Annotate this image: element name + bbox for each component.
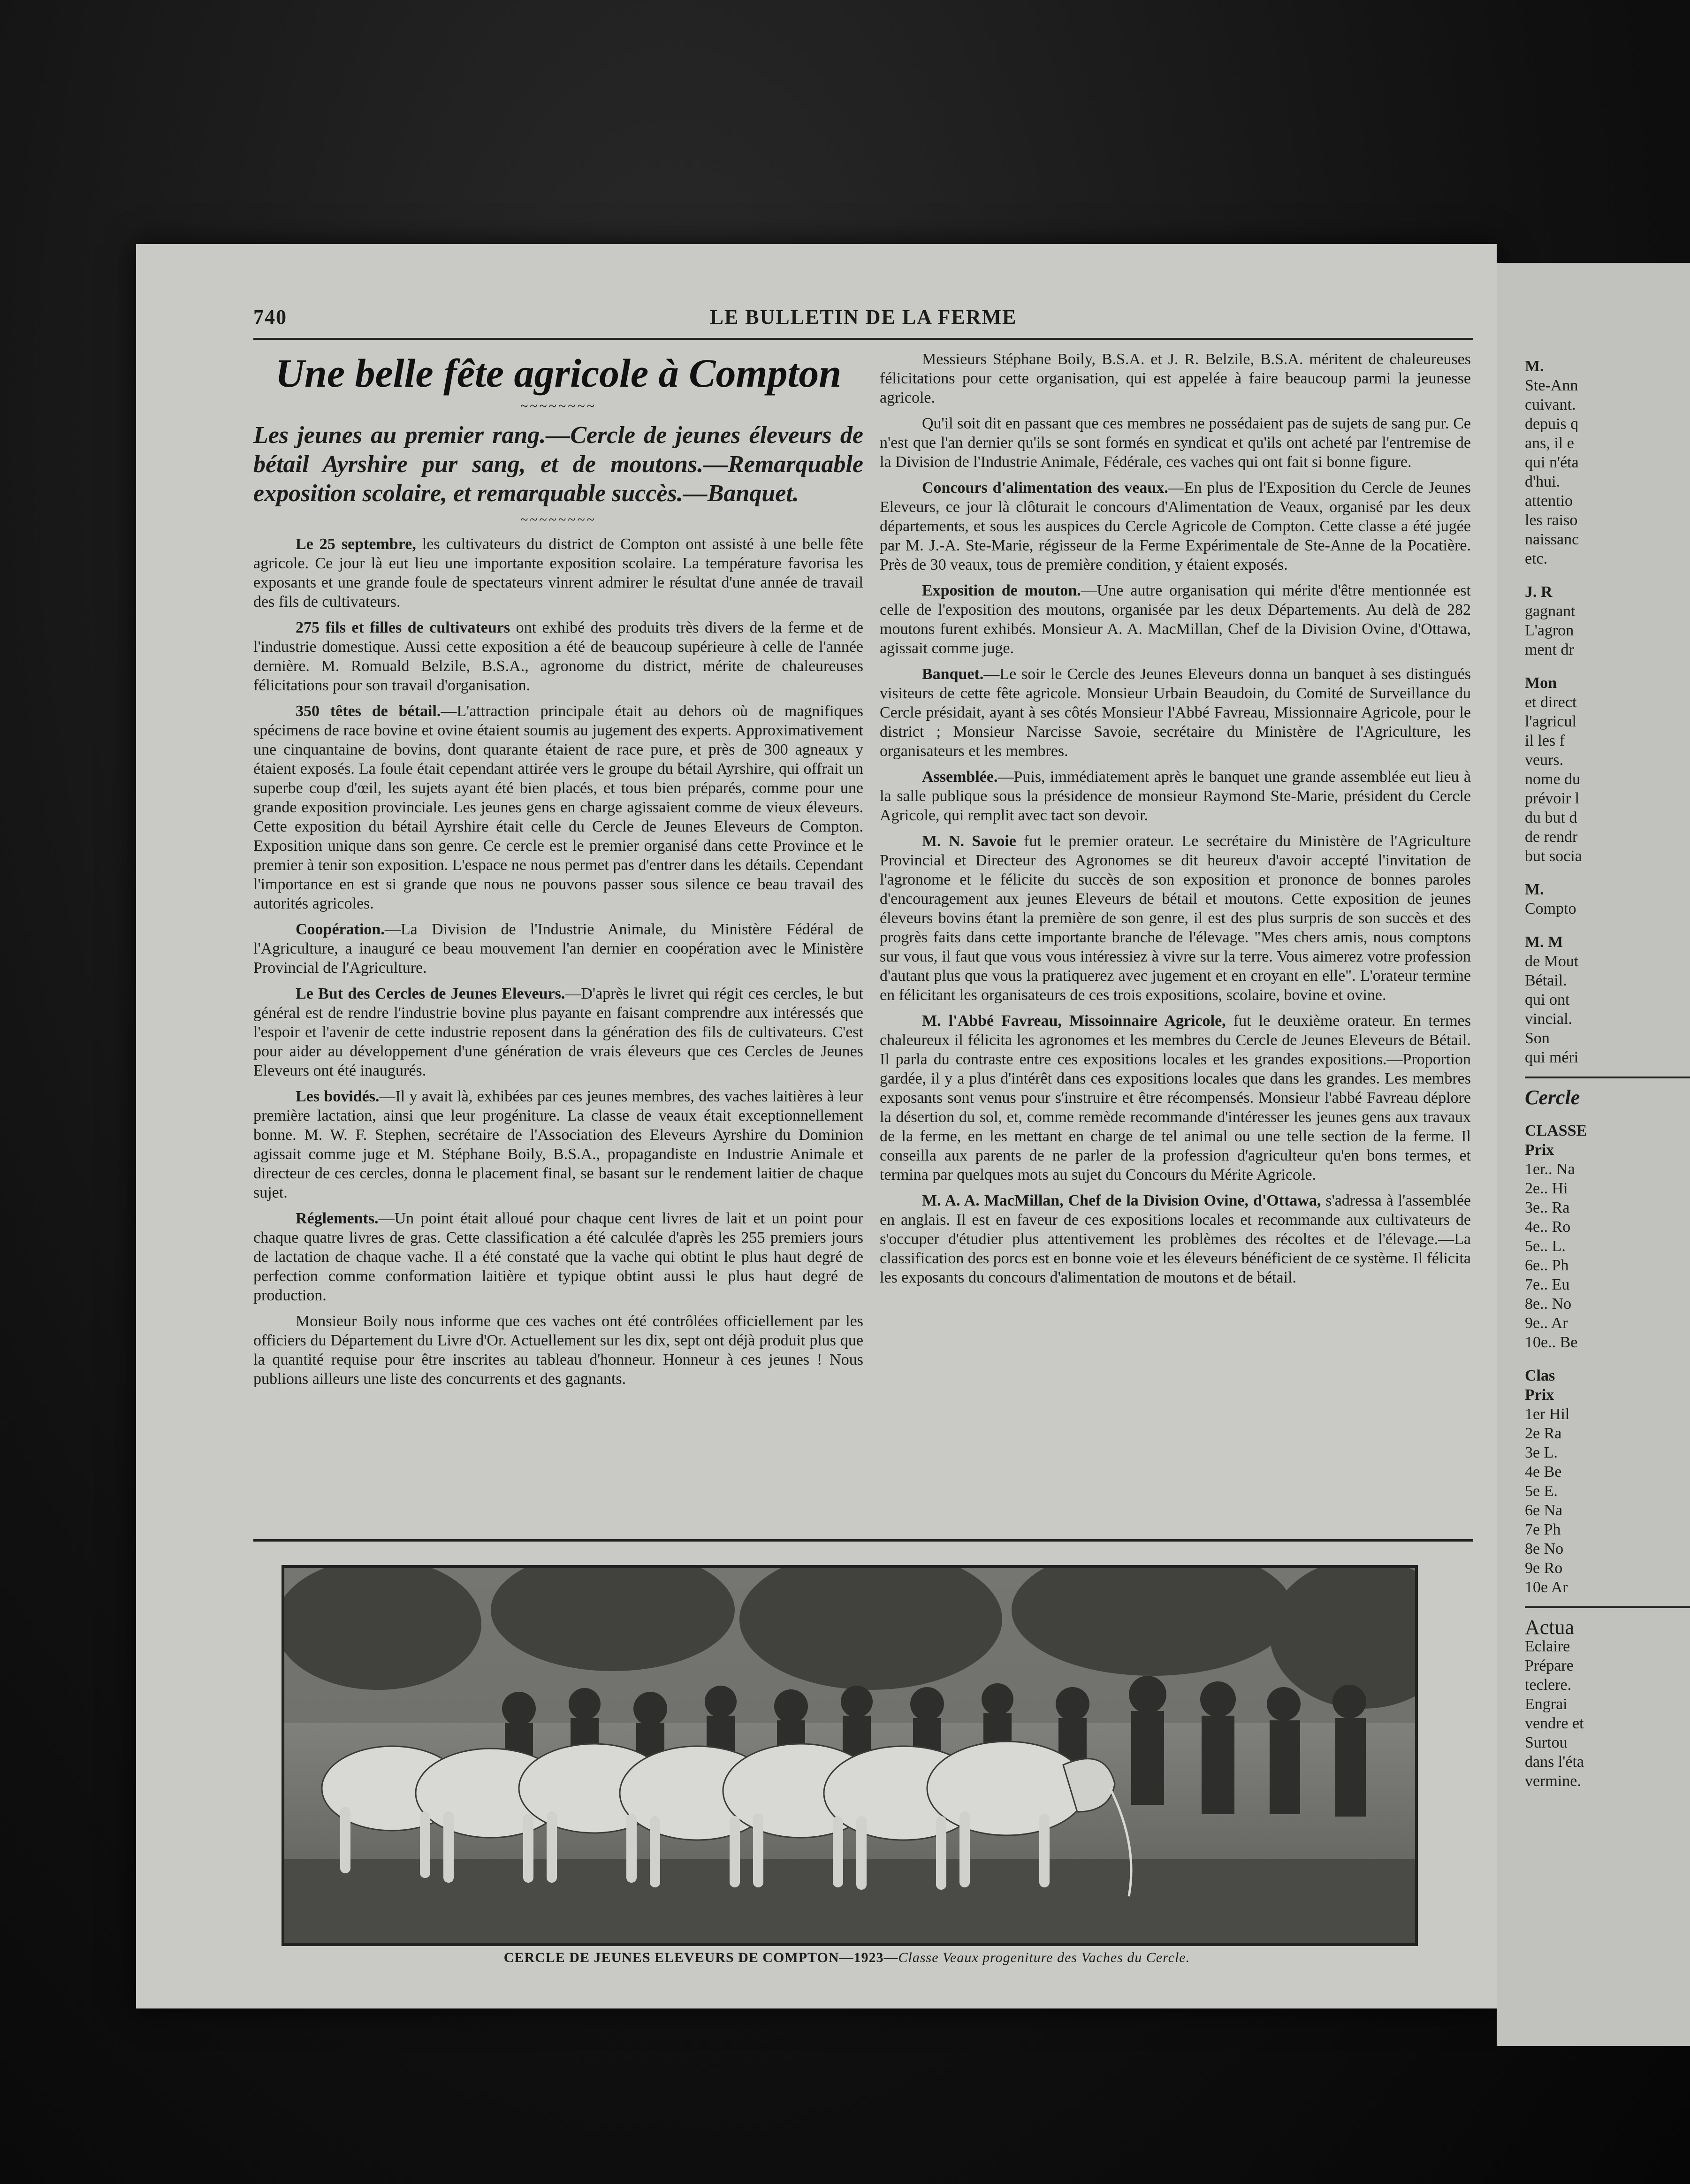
adjacent-line: 10e Ar — [1525, 1579, 1568, 1596]
article-paragraph — [880, 414, 1471, 472]
adjacent-actua-lines — [1525, 1637, 1690, 1791]
adjacent-line: ment dr — [1525, 641, 1574, 658]
adjacent-line: il les f — [1525, 732, 1565, 749]
article-paragraph — [880, 1011, 1471, 1184]
adjacent-line: 9e Ro — [1525, 1559, 1563, 1577]
adjacent-line: depuis q — [1525, 415, 1579, 433]
adjacent-line: etc. — [1525, 550, 1548, 567]
adjacent-line: 6e.. Ph — [1525, 1257, 1569, 1274]
adjacent-line: qui n'éta — [1525, 454, 1579, 471]
adjacent-line: naissanc — [1525, 531, 1579, 548]
article-paragraph — [880, 1191, 1471, 1287]
newspaper-page — [136, 244, 1497, 2008]
paragraph-lead: Assemblée. — [922, 768, 998, 786]
article-paragraph — [880, 350, 1471, 407]
adjacent-line: teclere. — [1525, 1676, 1572, 1694]
adjacent-lines-block-2 — [1525, 582, 1690, 659]
article-paragraph — [253, 1087, 863, 1202]
paragraph-text: —Il y avait là, exhibées par ces jeunes membres, des vaches laitières à leur première lactation, ainsi que leur progéniture. La classe de veaux était exceptionnellement bonne. M. W. F. Stephen, secrétaire de l'Association des Eleveurs Ayrshire du Dominion agissait comme juge et M. Stéphane Boily, B.S.A., propagandiste en Industrie Animale et directeur de ces cercles, donna le placement final, se basant sur le rendement laitier de chaque sujet. — [253, 1088, 863, 1201]
adjacent-line: Engrai — [1525, 1695, 1568, 1713]
adjacent-page-edge — [1497, 263, 1690, 2046]
paragraph-text: —Un point était alloué pour chaque cent livres de lait et un point pour chaque quatre livres de gras. Cette classification a été calculée d'après les 255 premiers jours de lactation de chaque vache. Il a été constaté que la vache qui obtint le plus haut degré de perfection comme conformation laitière et typique obtint aussi le plus haut degré de production. — [253, 1210, 863, 1304]
adjacent-line: 1er.. Na — [1525, 1161, 1575, 1178]
header-rule — [253, 338, 1473, 340]
photo-caption-detail: Classe Veaux progeniture des Vaches du Cercle. — [898, 1950, 1190, 1965]
column-middle — [880, 350, 1471, 1294]
adjacent-line: Ste-Ann — [1525, 377, 1578, 394]
adjacent-classe-label: CLASSE — [1525, 1122, 1587, 1139]
paragraph-lead: M. N. Savoie — [922, 832, 1016, 850]
adjacent-line: Son — [1525, 1030, 1550, 1047]
column-left — [253, 350, 863, 1395]
adjacent-line: 2e.. Hi — [1525, 1180, 1568, 1197]
adjacent-line: 3e L. — [1525, 1444, 1558, 1461]
running-title: LE BULLETIN DE LA FERME — [709, 305, 1017, 328]
adjacent-line: Bétail. — [1525, 972, 1567, 989]
adjacent-line: 8e No — [1525, 1540, 1564, 1558]
article-paragraph — [253, 535, 863, 611]
title-ornament: ~~~~~~~~ — [520, 398, 596, 414]
adjacent-prix-label: Prix — [1525, 1141, 1554, 1159]
paragraph-lead: M. l'Abbé Favreau, Missoinnaire Agricole, — [922, 1012, 1226, 1030]
article-paragraph — [253, 920, 863, 977]
paragraph-lead: Banquet. — [922, 665, 984, 683]
adjacent-line: vermine. — [1525, 1772, 1581, 1790]
adjacent-line: qui méri — [1525, 1049, 1579, 1066]
left-paragraphs — [253, 535, 863, 1389]
middle-paragraphs — [880, 350, 1471, 1287]
adjacent-lines-block-1 — [1525, 357, 1690, 568]
article-paragraph — [253, 984, 863, 1080]
adjacent-line: et direct — [1525, 694, 1577, 711]
adjacent-line: 4e Be — [1525, 1463, 1562, 1481]
adjacent-line: M. M — [1525, 933, 1563, 951]
adjacent-line: Eclaire — [1525, 1638, 1570, 1655]
adjacent-lines-block-4 — [1525, 880, 1690, 918]
article-paragraph — [253, 1209, 863, 1305]
paragraph-lead: 350 têtes de bétail. — [296, 703, 441, 720]
paragraph-text: fut le premier orateur. Le secrétaire du Ministère de l'Agriculture Provincial et Directeur des Agronomes se dit heureux d'avoir accepté l'invitation de l'agronome et le félicite du succès de son exposition et prononce de bonnes paroles d'encouragement aux jeunes Eleveurs de bétail et moutons. Cette exposition de jeunes éleveurs bovins étant la première de son genre, il est des plus surpris de son succès et des progrès faits dans cette importante branche de l'élevage. "Mes chers amis, nous comptons sur vous, il faut que vous vous intéressiez à vivre sur la terre. Vous aimerez votre profession d'autant plus que vous la pratiquerez avec jugement et en croyant en elle". L'orateur termine en félicitant les organisateurs de ces trois expositions, scolaire, bovine et ovine. — [880, 832, 1471, 1004]
adjacent-prize-list-1 — [1525, 1160, 1690, 1352]
article-title: Une belle fête agricole à Compton — [275, 351, 842, 396]
adjacent-line: dans l'éta — [1525, 1753, 1584, 1771]
article-paragraph — [253, 1312, 863, 1389]
adjacent-actua-title: Actua — [1525, 1618, 1575, 1637]
article-paragraph — [253, 702, 863, 913]
paragraph-text: —Puis, immédiatement après le banquet une grande assemblée eut lieu à la salle publique sous la présidence de monsieur Raymond Ste-Marie, président du Cercle Agricole, qui remplit avec tact son devoir. — [880, 768, 1471, 824]
paragraph-text: ont exhibé des produits très divers de la ferme et de l'industrie domestique. Aussi cette exposition a été de beaucoup supérieure à celle de l'année dernière. M. Romuald Belzile, B.S.A., agronome du district, mérite de chaleureuses félicitations pour son travail d'organisation. — [253, 619, 863, 694]
article-paragraph — [880, 664, 1471, 761]
adjacent-line: L'agron — [1525, 622, 1574, 639]
adjacent-line: 5e.. L. — [1525, 1237, 1566, 1255]
adjacent-line: Prépare — [1525, 1657, 1574, 1674]
adjacent-lines-block-5 — [1525, 932, 1690, 1067]
paragraph-text: —L'attraction principale était au dehors où de magnifiques spécimens de race bovine et ovine étaient soumis au jugement des experts. Approximativement une cinquantaine de bovins, dont quarante étaient de race pure, et près de 300 agneaux y étaient exposés. La foule était cependant attirée vers le groupe du bétail Ayrshire, qui offrait un superbe coup d'œil, les sujets ayant été bien placés, et tous bien préparés, comme pour une grande exposition provinciale. Les jeunes gens en charge agissaient comme de vieux éleveurs. Cette exposition du bétail Ayrshire était celle du Cercle de Jeunes Eleveurs de Compton. Exposition unique dans son genre. Ce cercle est le premier organisé dans cette Province et le premier à tenir son exposition. L'espace ne nous permet pas d'entrer dans les détails. Cependant l'importance en est si grande que nous ne pouvons passer sous silence ce beau travail des autorités agricoles. — [253, 703, 863, 912]
adjacent-line: 3e.. Ra — [1525, 1199, 1570, 1216]
adjacent-line: de Mout — [1525, 953, 1579, 970]
paragraph-text: —En plus de l'Exposition du Cercle de Jeunes Eleveurs, ce jour là clôturait le concours d'Alimentation de Veaux, organisé par les deux départements, et sous les auspices du Cercle Agricole de Compton. Cette classe a été jugée par M. J.-A. Ste-Marie, régisseur de la Ferme Expérimentale de Ste-Anne de la Pocatière. Près de 30 veaux, tous de première condition, y étaient exposés. — [880, 479, 1471, 573]
adjacent-section-title: Cercle — [1525, 1088, 1580, 1107]
adjacent-line: vincial. — [1525, 1010, 1573, 1028]
adjacent-line: qui ont — [1525, 991, 1570, 1008]
photo-illustration — [284, 1568, 1415, 1943]
paragraph-lead: Les bovidés. — [296, 1088, 380, 1105]
page-header — [253, 305, 1473, 333]
paragraph-lead: Exposition de mouton. — [922, 582, 1081, 599]
article-subtitle: Les jeunes au premier rang.—Cercle de jeunes éleveurs de bétail Ayrshire pur sang, et de moutons.—Remarquable exposition scolaire, et remarquable succès.—Banquet. — [253, 422, 863, 507]
adjacent-line: ans, il e — [1525, 435, 1574, 452]
paragraph-lead: Le 25 septembre, — [296, 535, 416, 553]
page-number: 740 — [253, 305, 287, 328]
article-paragraph — [880, 581, 1471, 658]
article-paragraph — [880, 478, 1471, 574]
adjacent-line: vendre et — [1525, 1715, 1584, 1732]
article-paragraph — [880, 832, 1471, 1005]
adjacent-rule — [1525, 1077, 1690, 1078]
adjacent-prize-list-2 — [1525, 1405, 1690, 1597]
adjacent-line: 5e E. — [1525, 1482, 1558, 1500]
adjacent-line: 4e.. Ro — [1525, 1218, 1571, 1236]
adjacent-line: 1er Hil — [1525, 1405, 1570, 1423]
paragraph-lead: Concours d'alimentation des veaux. — [922, 479, 1168, 496]
adjacent-classe-label-2: Clas — [1525, 1367, 1555, 1384]
cattle-photograph — [282, 1565, 1418, 1946]
adjacent-line: J. R — [1525, 583, 1553, 601]
adjacent-line: du but d — [1525, 809, 1577, 826]
article-paragraph — [880, 767, 1471, 825]
adjacent-line: 8e.. No — [1525, 1295, 1572, 1313]
paragraph-text: —D'après le livret qui régit ces cercles, le but général est de rendre l'industrie bovine plus payante en faisant comprendre aux intéressés que l'espoir et l'avenir de cette industrie reposent dans la génération des fils de cultivateurs. C'est pour aider au développement d'une génération de vrais éleveurs que ces Cercles de Jeunes Eleveurs ont été inaugurés. — [253, 985, 863, 1079]
paragraph-text: Qu'il soit dit en passant que ces membres ne possédaient pas de sujets de sang pur. Ce n'est que l'an dernier qu'ils se sont formés en syndicat et qu'ils ont acheté par l'entremise de la Division de l'Industrie Animale, Fédérale, ces vaches qui ont fait si bonne figure. — [880, 415, 1471, 471]
adjacent-line: prévoir l — [1525, 790, 1580, 807]
adjacent-line: d'hui. — [1525, 473, 1561, 490]
adjacent-line: M. — [1525, 358, 1544, 375]
paragraph-text: s'adressa à l'assemblée en anglais. Il est en faveur de ces expositions locales et recommande aux cultivateurs de s'occuper d'étudier plus attentivement les problèmes des récoltes et de l'élevage.—La classification des porcs est en bonne voie et les éleveurs bénéficient de ce système. Il félicita les exposants du concours d'alimentation de moutons et de bétail. — [880, 1192, 1471, 1286]
adjacent-line: Compto — [1525, 900, 1576, 917]
article-paragraph — [253, 618, 863, 695]
adjacent-line: but socia — [1525, 848, 1582, 865]
adjacent-line: 7e Ph — [1525, 1521, 1561, 1538]
adjacent-rule-2 — [1525, 1606, 1690, 1608]
adjacent-line: 10e.. Be — [1525, 1334, 1578, 1351]
adjacent-line: veurs. — [1525, 751, 1564, 769]
adjacent-line: 9e.. Ar — [1525, 1314, 1568, 1332]
adjacent-line: de rendr — [1525, 828, 1578, 846]
photo-caption-title: CERCLE DE JEUNES ELEVEURS DE COMPTON—1923— — [503, 1950, 898, 1965]
adjacent-line: attentio — [1525, 492, 1573, 510]
adjacent-line: 2e Ra — [1525, 1425, 1562, 1442]
article-bottom-rule — [253, 1539, 1473, 1542]
paragraph-lead: 275 fils et filles de cultivateurs — [296, 619, 510, 636]
adjacent-prix-label-2: Prix — [1525, 1386, 1554, 1404]
paragraph-text: —La Division de l'Industrie Animale, du Ministère Fédéral de l'Agriculture, a inauguré ce beau mouvement l'an dernier en coopération avec le Ministère Provincial de l'Agriculture. — [253, 921, 863, 977]
paragraph-text: fut le deuxième orateur. En termes chaleureux il félicita les agronomes et les membres du Cercle de Jeunes Eleveurs de Bétail. Il parla du contraste entre ces expositions locales et les grandes expositions.—Proportion gardée, il y a plus d'intérêt dans ces expositions locales que dans les grandes. Les membres exposants sont venus pour s'instruire et être récompensés. Monsieur l'abbé Favreau déplore la désertion du sol, et, comme remède recommande d'intéresser les jeunes gens aux travaux de la ferme, en les mettant en charge de tel animal ou une telle section de la ferme. Il conseilla aux parents de ne parler de la profession d'agriculteur qu'en bons termes, et termina par quelques mots au sujet du Concours du Mérite Agricole. — [880, 1012, 1471, 1184]
adjacent-page-column — [1525, 357, 1690, 1791]
adjacent-line: les raiso — [1525, 512, 1578, 529]
adjacent-line: Mon — [1525, 674, 1557, 692]
paragraph-lead: Coopération. — [296, 921, 385, 938]
paragraph-lead: M. A. A. MacMillan, Chef de la Division Ovine, d'Ottawa, — [922, 1192, 1321, 1209]
paragraph-lead: Réglements. — [296, 1210, 379, 1227]
paragraph-text: Messieurs Stéphane Boily, B.S.A. et J. R. Belzile, B.S.A. méritent de chaleureuses félicitations pour cette organisation, qui est appelée à faire beaucoup parmi la jeunesse agricole. — [880, 351, 1471, 406]
adjacent-line: Surtou — [1525, 1734, 1568, 1751]
paragraph-text: les cultivateurs du district de Compton ont assisté à une belle fête agricole. Ce jour là eut lieu une importante exposition scolaire. La température favorisa les exposants et une grande foule de spectateurs vinrent admirer le résultat d'une année de travail des fils de cultivateurs. — [253, 535, 863, 611]
adjacent-line: nome du — [1525, 771, 1581, 788]
photo-caption — [282, 1950, 1412, 1966]
adjacent-line: 7e.. Eu — [1525, 1276, 1570, 1293]
adjacent-line: gagnant — [1525, 603, 1576, 620]
paragraph-text: —Le soir le Cercle des Jeunes Eleveurs donna un banquet à ses distingués visiteurs de cette fête agricole. Monsieur Urbain Beaudoin, du Comité de Surveillance du Cercle présidait, ayant à ses côtés Monsieur l'Abbé Favreau, Missionnaire Agricole, pour le district ; Monsieur Narcisse Savoie, secrétaire du Ministère de l'Agriculture, les organisateurs et les membres. — [880, 665, 1471, 760]
paragraph-text: —Une autre organisation qui mérite d'être mentionnée est celle de l'exposition des moutons, organisée par les deux Départements. Au delà de 282 moutons furent exhibés. Monsieur A. A. MacMillan, Chef de la Division Ovine, d'Ottawa, agissait comme juge. — [880, 582, 1471, 657]
adjacent-line: 6e Na — [1525, 1502, 1563, 1519]
adjacent-line: l'agricul — [1525, 713, 1576, 730]
paragraph-lead: Le But des Cercles de Jeunes Eleveurs. — [296, 985, 565, 1002]
paragraph-text: Monsieur Boily nous informe que ces vaches ont été contrôlées officiellement par les officiers du Département du Livre d'Or. Actuellement sur les dix, sept ont déjà produit plus que la quantité requise pour être inscrites au tableau d'honneur. Honneur à ces jeunes ! Nous publions ailleurs une liste des concurrents et des gagnants. — [253, 1313, 863, 1388]
adjacent-line: cuivant. — [1525, 396, 1576, 413]
subtitle-ornament: ~~~~~~~~ — [520, 512, 596, 527]
adjacent-line: M. — [1525, 881, 1544, 898]
adjacent-lines-block-3 — [1525, 673, 1690, 866]
